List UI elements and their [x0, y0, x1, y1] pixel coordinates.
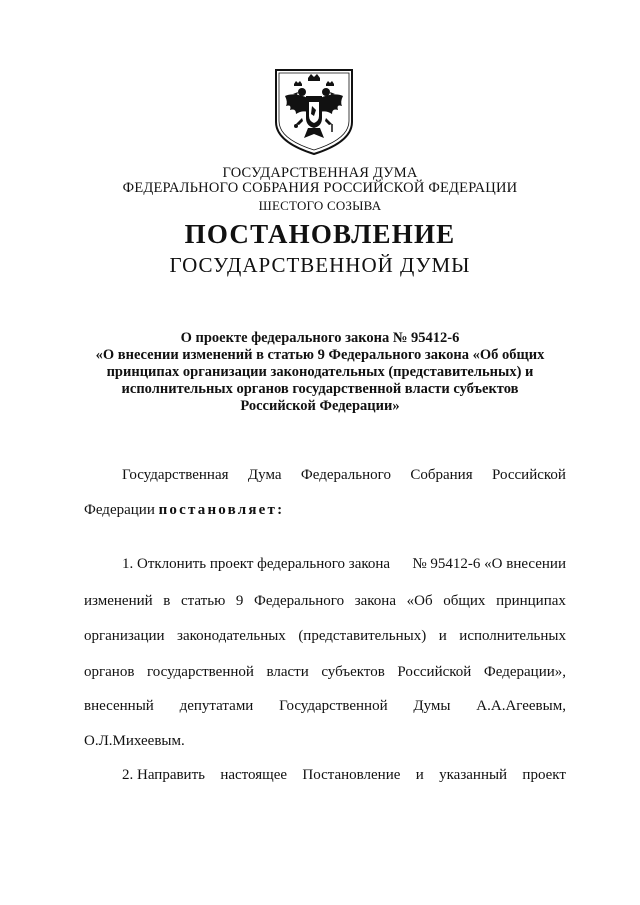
- body-word: Федерации»,: [483, 664, 566, 680]
- coat-of-arms-emblem: [272, 66, 356, 156]
- body-word: субъектов: [321, 664, 385, 680]
- body-word: государственной: [147, 664, 254, 680]
- body-word: организации: [84, 628, 165, 644]
- body-word: и: [438, 628, 447, 644]
- body-word: проект: [522, 767, 566, 783]
- body-word: Государственной: [279, 698, 388, 714]
- body-word: указанный: [439, 767, 508, 783]
- body-word: Государственная: [122, 467, 229, 483]
- body-word: 1. Отклонить проект федерального закона: [122, 556, 391, 572]
- body-text: Федерации: [84, 502, 159, 518]
- body-word: настоящее: [220, 767, 288, 783]
- body-word: 9: [235, 593, 244, 609]
- body-line-paragraph-1: [84, 663, 566, 681]
- body-word: № 95412-6 «О внесении: [412, 556, 566, 572]
- body-word: органов: [84, 664, 135, 680]
- subject-line: О проекте федерального закона № 95412-6: [180, 330, 460, 346]
- resolves-keyword: постановляет:: [158, 502, 285, 518]
- body-word: общих: [443, 593, 486, 609]
- body-line-intro-resolves: [84, 501, 566, 519]
- body-word: и: [415, 767, 424, 783]
- body-word: Постановление: [302, 767, 401, 783]
- subject-line: принципах организации законодательных (представительных) и: [106, 364, 534, 380]
- body-word: Дума: [247, 467, 282, 483]
- body-line-paragraph-2: [122, 766, 566, 784]
- body-word: Российской: [492, 467, 566, 483]
- body-line-paragraph-1: [84, 592, 566, 610]
- double-headed-eagle-icon: [272, 66, 356, 156]
- body-word: «Об: [406, 593, 433, 609]
- subject-line: Российской Федерации»: [240, 398, 400, 414]
- body-word: законодательных: [177, 628, 286, 644]
- body-word: принципах: [496, 593, 566, 609]
- header-line-convocation: ШЕСТОГО СОЗЫВА: [258, 198, 382, 213]
- body-word: внесенный: [84, 698, 154, 714]
- body-line-paragraph-1: [84, 697, 566, 715]
- body-line-paragraph-1: [122, 555, 566, 573]
- body-line-paragraph-1: [84, 627, 566, 645]
- body-word: депутатами: [179, 698, 254, 714]
- document-title: ПОСТАНОВЛЕНИЕ: [184, 219, 456, 249]
- body-word: 2. Направить: [122, 767, 205, 783]
- body-line-intro: [122, 466, 566, 484]
- body-word: закона: [354, 593, 396, 609]
- subject-line: «О внесении изменений в статью 9 Федерального закона «Об общих: [95, 347, 545, 363]
- subject-line: исполнительных органов государственной власти субъектов: [121, 381, 519, 397]
- body-word: Собрания: [410, 467, 473, 483]
- header-line-federal-assembly: ФЕДЕРАЛЬНОГО СОБРАНИЯ РОССИЙСКОЙ ФЕДЕРАЦИИ: [122, 180, 518, 196]
- body-word: (представительных): [298, 628, 427, 644]
- body-word: Думы: [413, 698, 451, 714]
- body-word: А.А.Агеевым,: [476, 698, 566, 714]
- body-word: Российской: [397, 664, 472, 680]
- body-word: в: [163, 593, 171, 609]
- header-line-state-duma: ГОСУДАРСТВЕННАЯ ДУМА: [222, 165, 418, 181]
- body-word: изменений: [84, 593, 153, 609]
- body-word: Федерального: [254, 593, 345, 609]
- document-subtitle: ГОСУДАРСТВЕННОЙ ДУМЫ: [169, 253, 471, 277]
- body-word: Федерального: [300, 467, 391, 483]
- body-line-paragraph-1: О.Л.Михеевым.: [84, 733, 185, 749]
- body-word: исполнительных: [459, 628, 566, 644]
- body-word: статью: [181, 593, 226, 609]
- body-word: власти: [266, 664, 309, 680]
